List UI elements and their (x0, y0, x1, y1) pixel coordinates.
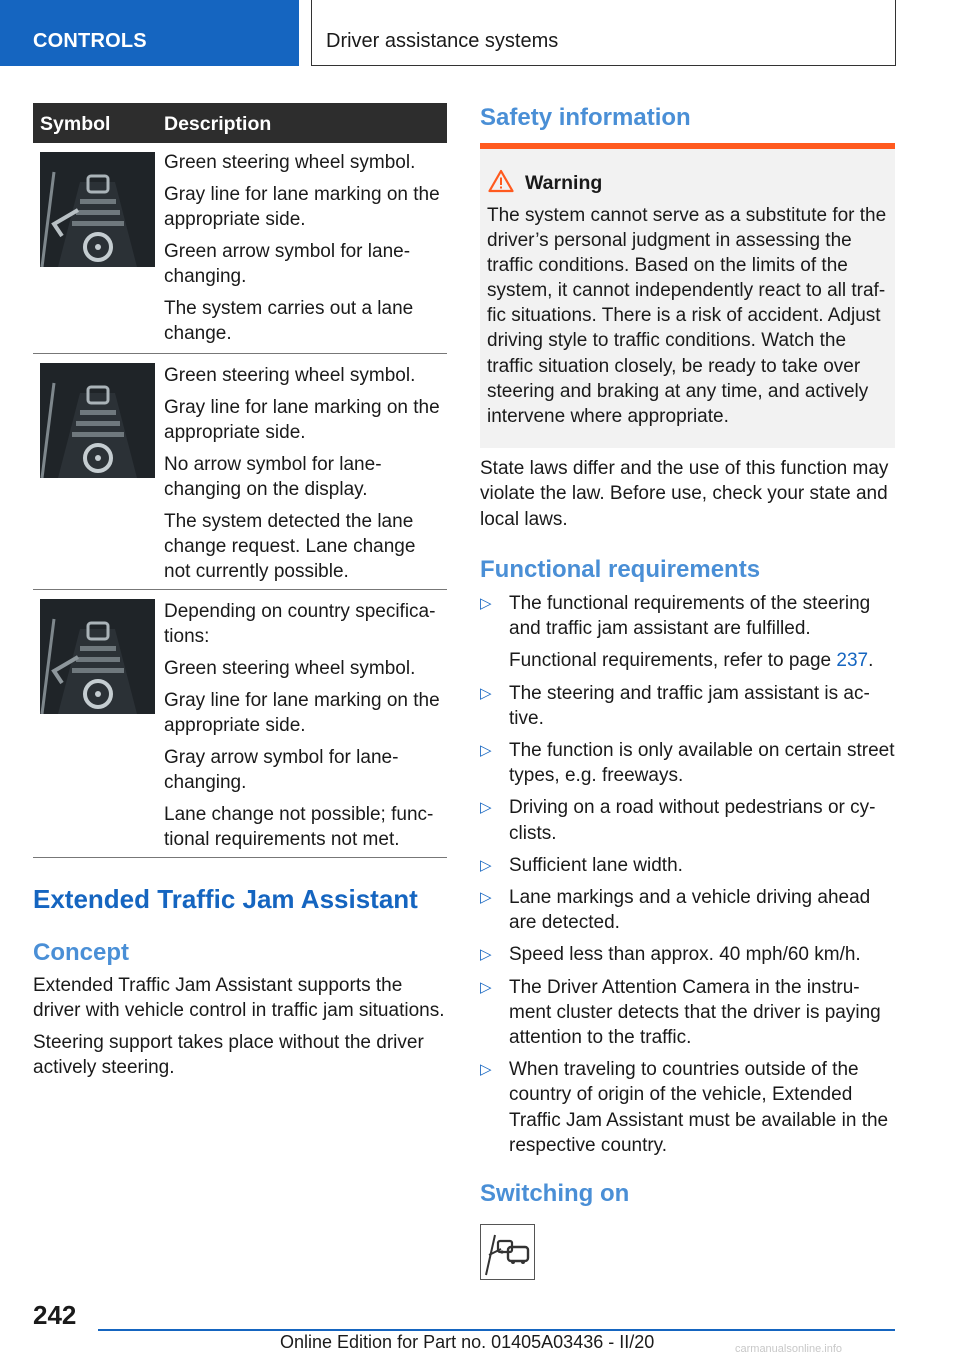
bullet-triangle-icon: ▷ (480, 856, 492, 874)
list-item-text: Speed less than approx. 40 mph/60 km/h. (509, 944, 861, 966)
concept-paragraph: Extended Traffic Jam Assistant supports the driver with vehicle control in traffic jam situations. (33, 975, 445, 1022)
watermark-text: carmanualsonline.info (735, 1343, 843, 1355)
page-link[interactable]: 237 (836, 650, 869, 672)
description-line: Lane change not possible; func-tional requirements not met. (164, 804, 434, 850)
warning-box (480, 149, 895, 448)
table-header (33, 103, 447, 143)
description-line: Gray arrow symbol for lane-changing. (164, 747, 399, 793)
table-row (33, 590, 447, 858)
table-row (33, 354, 447, 590)
bullet-triangle-icon: ▷ (480, 684, 492, 702)
list-item-text: The function is only available on certain street types, e.g. freeways. (509, 740, 895, 787)
section-label: CONTROLS (33, 30, 147, 52)
description-line: Green steering wheel symbol. (164, 152, 416, 173)
requirements-heading: Functional requirements (480, 556, 761, 583)
lane-change-request-icon (40, 363, 155, 478)
description-line: Green steering wheel symbol. (164, 365, 416, 386)
description-line: Green arrow symbol for lane-changing. (164, 241, 411, 287)
column-header-description: Description (164, 113, 272, 135)
row-description (164, 354, 447, 584)
concept-heading: Concept (33, 939, 129, 966)
bullet-triangle-icon: ▷ (480, 946, 492, 964)
safety-heading: Safety information (480, 104, 691, 131)
column-header-symbol: Symbol (40, 113, 111, 135)
list-item (480, 738, 896, 788)
chapter-title: Driver assistance systems (326, 30, 559, 52)
warning-triangle-icon (488, 169, 514, 193)
row-description (164, 143, 447, 346)
symbol-table (33, 103, 447, 858)
bullet-triangle-icon: ▷ (480, 595, 492, 612)
bullet-triangle-icon: ▷ (480, 978, 492, 996)
traffic-jam-assistant-button-icon (480, 1224, 535, 1280)
description-line: Gray line for lane marking on the appropriate side. (164, 397, 440, 443)
list-item-text: The Driver Attention Camera in the instru-ment cluster detects that the driver is paying attention to the traffic. (509, 976, 881, 1049)
lane-change-unavailable-icon (40, 599, 155, 714)
page-reference-suffix: . (868, 650, 874, 672)
warning-text: The system cannot serve as a substitute for the driver’s personal judgment in assessing the traffic conditions. Based on the limits of the system, it cannot independently react to all traf-fic situations. There is a risk of accident. Adjust driving style to traffic conditions. Watch the traffic situation closely, be ready to take over steering and braking at any time, and actively intervene where appropriate. (487, 205, 887, 427)
page-reference-text: Functional requirements, refer to page (509, 650, 837, 672)
list-item (480, 795, 896, 845)
list-item (480, 942, 896, 967)
list-item-text: The steering and traffic jam assistant is ac-tive. (509, 682, 870, 729)
bullet-triangle-icon: ▷ (480, 1061, 492, 1079)
edition-text: Online Edition for Part no. 01405A03436 - II/20 (280, 1332, 655, 1352)
lane-change-active-icon (40, 152, 155, 267)
section-tab (0, 0, 299, 66)
list-item-text: Lane markings and a vehicle driving ahead are detected. (509, 887, 871, 934)
list-item-text: The functional requirements of the steering and traffic jam assistant are fulfilled. (509, 593, 871, 640)
list-item (480, 975, 896, 1051)
chapter-header (311, 0, 896, 66)
switching-on-heading: Switching on (480, 1180, 630, 1207)
list-item (480, 1057, 896, 1158)
bullet-triangle-icon: ▷ (480, 889, 492, 907)
description-line: The system carries out a lane change. (164, 298, 414, 344)
row-description (164, 590, 447, 852)
footer-rule (98, 1329, 895, 1331)
page-reference (509, 648, 896, 673)
description-line: The system detected the lane change request. Lane change not currently possible. (164, 511, 416, 582)
list-item-text: Sufficient lane width. (509, 854, 683, 876)
description-line: No arrow symbol for lane-changing on the display. (164, 454, 382, 500)
warning-label: Warning (525, 172, 603, 194)
list-item-text: Driving on a road without pedestrians or cy-clists. (509, 797, 876, 844)
table-row (33, 143, 447, 354)
description-line: Green steering wheel symbol. (164, 658, 416, 679)
list-item-text: When traveling to countries outside of the country of origin of the vehicle, Extended Traffic Jam Assistant must be available in the respective country. (509, 1059, 889, 1156)
bullet-triangle-icon: ▷ (480, 742, 492, 760)
bullet-triangle-icon: ▷ (480, 799, 492, 817)
description-line: Gray line for lane marking on the appropriate side. (164, 184, 440, 230)
requirements-list (480, 591, 896, 1165)
state-laws-paragraph: State laws differ and the use of this function may violate the law. Before use, check your state and local laws. (480, 458, 889, 530)
description-line: Depending on country specifica-tions: (164, 601, 436, 647)
concept-paragraph: Steering support takes place without the driver actively steering. (33, 1032, 424, 1079)
list-item (480, 885, 896, 935)
page-number: 242 (33, 1300, 77, 1330)
section-heading: Extended Traffic Jam Assistant (33, 884, 418, 914)
description-line: Gray line for lane marking on the appropriate side. (164, 690, 440, 736)
list-item (480, 591, 896, 674)
list-item (480, 853, 896, 878)
list-item (480, 681, 896, 731)
